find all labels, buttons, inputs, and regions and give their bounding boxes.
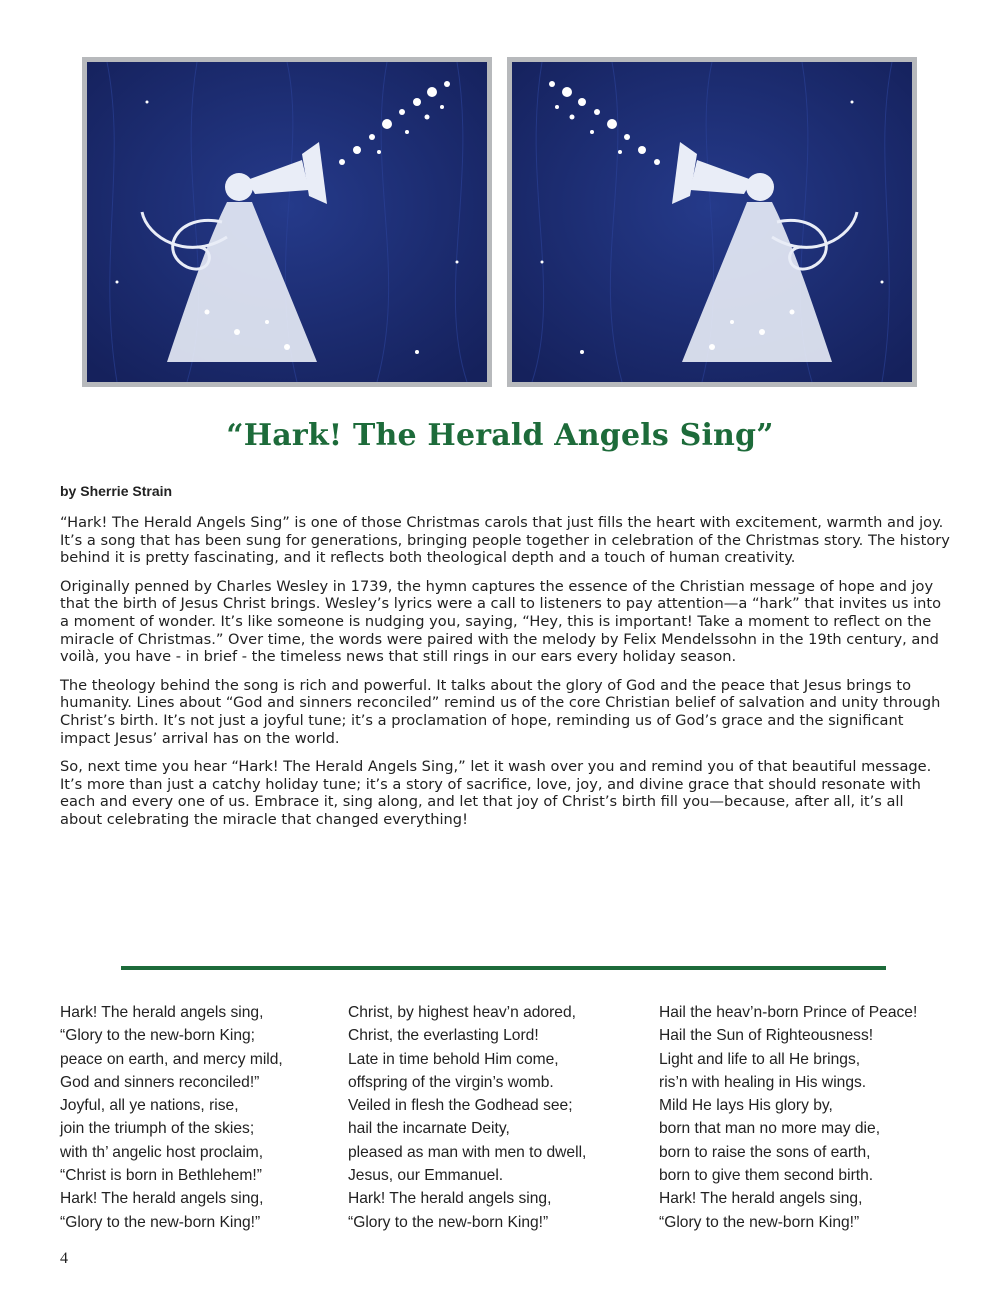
verse-line: Late in time behold Him come,: [348, 1050, 559, 1068]
article-paragraph: So, next time you hear “Hark! The Herald Angels Sing,” let it wash over you and remind you of that beautiful message. It’s more than just a catchy holiday tune; it’s a story of sacrifice, love, joy, and divine grace that should resonate with each and every one of us. Embrace it, sing along, and let that joy of Christ’s birth fill you—because, after all, it’s all about celebrating the miracle that changed everything!: [60, 758, 932, 828]
verse-line: “Glory to the new-born King;: [60, 1027, 256, 1045]
verse-line: born that man no more may die,: [659, 1120, 881, 1138]
verse-column-2: [348, 1001, 586, 1234]
verse-line: ris’n with healing in His wings.: [659, 1073, 867, 1091]
angel-trumpet-image-mirrored: [512, 62, 912, 382]
verse-line: born to give them second birth.: [659, 1167, 874, 1185]
verse-line: “Christ is born in Bethlehem!”: [60, 1167, 262, 1185]
verse-line: Hark! The herald angels sing,: [60, 1190, 264, 1208]
verse-line: Light and life to all He brings,: [659, 1050, 861, 1068]
verse-line: Hail the Sun of Righteousness!: [659, 1027, 874, 1045]
verse-line: Veiled in flesh the Godhead see;: [348, 1097, 573, 1115]
verse-line: join the triumph of the skies;: [60, 1120, 255, 1138]
angel-illustration-right: [507, 57, 917, 387]
verse-column-3: [659, 1001, 917, 1234]
article-byline: by Sherrie Strain: [60, 483, 173, 499]
verse-line: Hark! The herald angels sing,: [659, 1190, 863, 1208]
angel-illustration-left: [82, 57, 492, 387]
article-paragraph: Originally penned by Charles Wesley in 1739, the hymn captures the essence of the Christian message of hope and joy that the birth of Jesus Christ brings. Wesley’s lyrics were a call to listeners to pay attention—a “hark” that invites us into a moment of wonder. It’s like someone is nudging you, saying, “Hey, this is important! Take a moment to reflect on the miracle of Christmas.” Over time, the words were paired with the melody by Felix Mendelssohn in the 19th century, and voilà, you have - in brief - the timeless news that still rings in our ears every holiday season.: [60, 577, 942, 666]
verse-line: “Glory to the new-born King!”: [659, 1213, 860, 1231]
verse-line: peace on earth, and mercy mild,: [60, 1050, 283, 1068]
verse-line: Jesus, our Emmanuel.: [348, 1167, 504, 1185]
article-paragraph: “Hark! The Herald Angels Sing” is one of those Christmas carols that just fills the heart with excitement, warmth and joy. It’s a song that has been sung for generations, bringing people together in celebration of the Christmas story. The history behind it is pretty fascinating, and it reflects both theological depth and a touch of human creativity.: [60, 514, 950, 567]
verse-line: Joyful, all ye nations, rise,: [60, 1097, 239, 1115]
verse-line: Hark! The herald angels sing,: [348, 1190, 552, 1208]
verse-column-1: [60, 1001, 283, 1234]
verse-line: pleased as man with men to dwell,: [348, 1143, 587, 1161]
angel-trumpet-image: [87, 62, 487, 382]
verse-line: Christ, the everlasting Lord!: [348, 1027, 539, 1045]
verse-line: God and sinners reconciled!”: [60, 1073, 260, 1091]
verse-line: Christ, by highest heav’n adored,: [348, 1004, 576, 1021]
verse-line: “Glory to the new-born King!”: [348, 1213, 549, 1231]
verse-line: with th’ angelic host proclaim,: [60, 1143, 264, 1161]
verse-line: offspring of the virgin’s womb.: [348, 1073, 554, 1091]
verse-line: Hark! The herald angels sing,: [60, 1004, 264, 1021]
article-body: [60, 514, 950, 840]
verse-line: Mild He lays His glory by,: [659, 1097, 833, 1115]
article-title: “Hark! The Herald Angels Sing”: [226, 418, 774, 453]
verse-line: “Glory to the new-born King!”: [60, 1213, 261, 1231]
verse-line: Hail the heav’n-born Prince of Peace!: [659, 1004, 918, 1021]
verse-line: hail the incarnate Deity,: [348, 1120, 510, 1138]
verse-line: born to raise the sons of earth,: [659, 1143, 871, 1161]
article-paragraph: The theology behind the song is rich and powerful. It talks about the glory of God and the peace that Jesus brings to humanity. Lines about “God and sinners reconciled” remind us of the core Christian belief of salvation and unity through Christ’s birth. It’s not just a joyful tune; it’s a proclamation of hope, reminding us of God’s grace and the significant impact Jesus’ arrival has on the world.: [60, 676, 941, 747]
page-number: 4: [60, 1250, 68, 1267]
section-divider: [121, 966, 886, 970]
